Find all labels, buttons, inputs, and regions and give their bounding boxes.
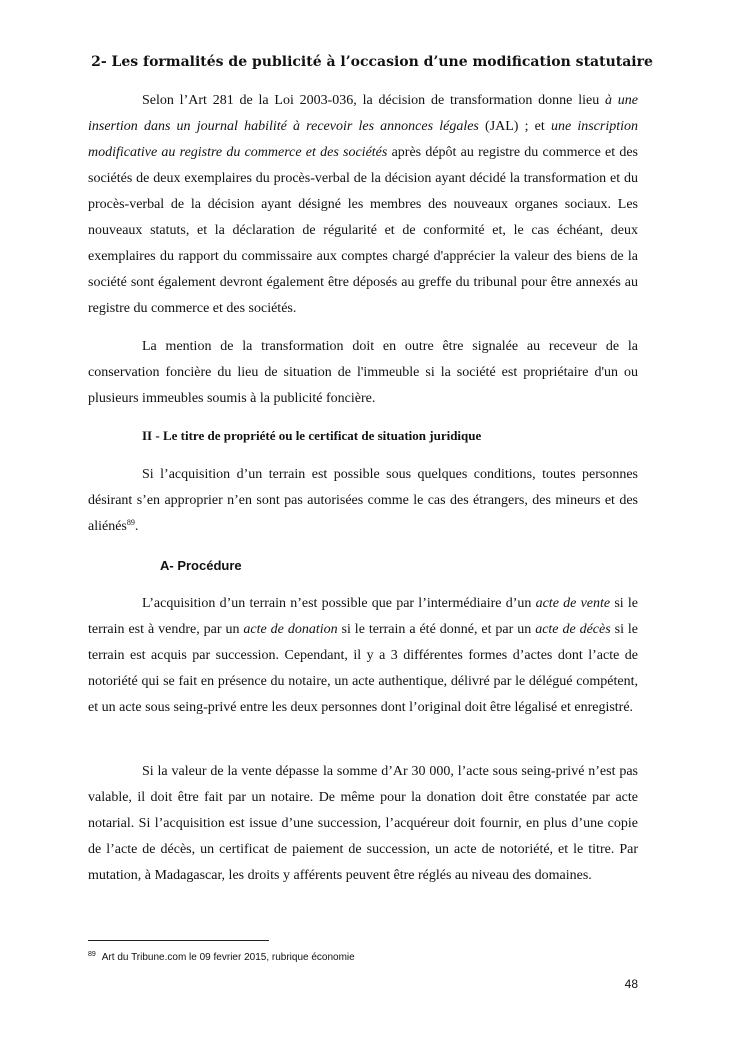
footnote-separator	[88, 940, 269, 941]
p3-text: Si l’acquisition d’un terrain est possible sous quelques conditions, toutes personnes désirant s’en approprier n’en sont pas autorisées comme le cas des étrangers, des mineurs et des aliénés	[88, 467, 638, 534]
p4-italic-3: acte de décès	[535, 622, 611, 637]
p4-text-2: si le terrain est à vendre, par un	[88, 596, 638, 637]
p4-italic-1: acte de vente	[535, 596, 611, 611]
paragraph-acquisition-conditions	[88, 462, 638, 540]
footnote-text: Art du Tribune.com le 09 fevrier 2015, rubrique économie	[101, 952, 355, 963]
paragraph-transformation-publicity	[88, 88, 638, 322]
heading-titre-propriete: II - Le titre de propriété ou le certificat de situation juridique	[142, 428, 482, 443]
p1-text-3: après dépôt au registre du commerce et des sociétés de deux exemplaires du procès-verbal de la décision ayant décidé la transformation et du procès-verbal de la décision ayant désigné les membres des nouveaux organes sociaux. Les nouveaux statuts, et la déclaration de régularité et de conformité et, le cas échéant, deux exemplaires du rapport du commissaire aux comptes chargé d'apprécier la valeur des biens de la société sont également devront également être déposés au greffe du tribunal pour être annexés au registre du commerce et des sociétés.	[88, 145, 638, 316]
p1-text-1: Selon l’Art 281 de la Loi 2003-036, la décision de transformation donne lieu	[142, 93, 605, 108]
p1-italic-1: à une insertion dans un journal habilité à recevoir les annonces légales	[88, 93, 638, 134]
page-number: 48	[624, 977, 638, 991]
paragraph-conservation-fonciere: La mention de la transformation doit en outre être signalée au receveur de la conservation foncière du lieu de situation de l'immeuble si la société est propriétaire d'un ou plusieurs immeubles soumis à la publicité foncière.	[88, 339, 638, 406]
p4-text-1: L’acquisition d’un terrain n’est possible que par l’intermédiaire d’un	[142, 596, 536, 611]
p3-end: .	[134, 519, 139, 534]
footnote-number: 89	[88, 951, 96, 958]
p1-italic-2: une inscription modificative au registre du commerce et des sociétés	[88, 119, 638, 160]
section-title: 2- Les formalités de publicité à l’occasion d’une modification statutaire	[91, 54, 653, 70]
p4-text-4: si le terrain est acquis par succession. Cependant, il y a 3 différentes formes d’actes dont l’acte de notoriété qui se fait en présence du notaire, un acte authentique, délivré par le délégué compétent, et un acte sous seing-privé entre les deux personnes dont l’original doit être légalisé et enregistré.	[88, 622, 639, 715]
paragraph-sale-value: Si la valeur de la vente dépasse la somme d’Ar 30 000, l’acte sous seing-privé n’est pas valable, il doit être fait par un notaire. De même pour la donation doit être constatée par acte notarial. Si l’acquisition est issue d’une succession, l’acquéreur doit fournir, en plus d’une copie de l’acte de décès, un certificat de paiement de succession, un acte de notoriété, et le titre. Par mutation, à Madagascar, les droits y afférents peuvent être réglés au niveau des domaines.	[88, 764, 638, 883]
p4-italic-2: acte de donation	[243, 622, 338, 637]
footnote	[88, 948, 355, 965]
footnote-reference[interactable]: 89	[126, 518, 135, 527]
paragraph-acquisition-acts	[88, 591, 638, 721]
p1-text-2: (JAL) ; et	[478, 119, 551, 134]
heading-procedure: A- Procédure	[160, 558, 242, 573]
p4-text-3: si le terrain a été donné, et par un	[337, 622, 536, 637]
